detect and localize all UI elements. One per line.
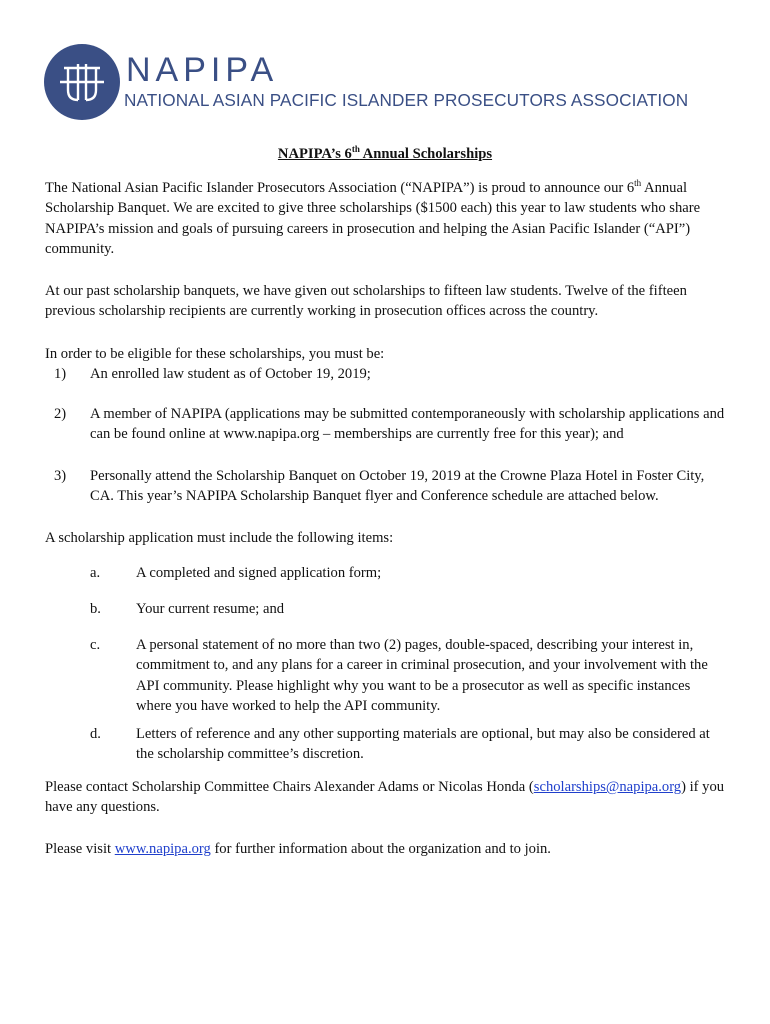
intro-paragraph xyxy=(45,178,731,260)
website-link[interactable]: www.napipa.org xyxy=(114,841,211,857)
item-text: Personally attend the Scholarship Banquet on October 19, 2019 at the Crowne Plaza Hotel in Foster City, CA. This year’s NAPIPA Scholarship Banquet flyer and Conference schedule are attached below. xyxy=(90,468,705,505)
item-text: Letters of reference and any other supporting materials are optional, but may also be considered at the scholarship committee’s discretion. xyxy=(136,726,710,763)
history-paragraph: At our past scholarship banquets, we have given out scholarships to fifteen law students. Twelve of the fifteen previous scholarship recipients are currently working in prosecution offices across the country. xyxy=(45,283,687,320)
org-full-name: NATIONAL ASIAN PACIFIC ISLANDER PROSECUTORS ASSOCIATION xyxy=(124,90,689,110)
intro-part2: Annual Scholarship Banquet. We are excited to give three scholarships ($1500 each) this year to law students who share NAPIPA’s mission and goals of pursuing careers in prosecution and helping the Asian Pacific Islander (“API”) community. xyxy=(45,180,701,258)
item-letter: d. xyxy=(90,726,101,742)
visit-paragraph xyxy=(45,839,731,859)
page-title xyxy=(0,144,770,164)
visit-after: for further information about the organization and to join. xyxy=(210,841,551,857)
email-link[interactable]: scholarships@napipa.org xyxy=(533,779,682,795)
letterhead-logo xyxy=(44,44,689,124)
item-number: 2) xyxy=(54,406,67,422)
item-text: Your current resume; and xyxy=(136,601,285,617)
contact-paragraph xyxy=(45,777,731,818)
item-text: A member of NAPIPA (applications may be submitted contemporaneously with scholarship applications and can be found online at www.napipa.org – memberships are currently free for this year); and xyxy=(90,406,725,443)
item-text: A completed and signed application form; xyxy=(136,565,382,581)
title-prefix: NAPIPA’s 6 xyxy=(277,146,352,162)
title-superscript: th xyxy=(351,144,360,155)
item-text: A personal statement of no more than two (2) pages, double-spaced, describing your interest in, commitment to, and any plans for a career in criminal prosecution, and your involvement with the API community. Please highlight why you want to be a prosecutor as well as specific instances where you have worked to help the API community. xyxy=(136,637,708,715)
eligibility-intro: In order to be eligible for these scholarships, you must be: xyxy=(45,346,385,362)
item-letter: b. xyxy=(90,601,101,617)
requirements-intro: A scholarship application must include the following items: xyxy=(45,530,394,546)
intro-part1: The National Asian Pacific Islander Prosecutors Association (“NAPIPA”) is proud to announce our 6 xyxy=(45,180,635,196)
item-letter: a. xyxy=(90,565,101,581)
item-letter: c. xyxy=(90,637,101,653)
item-number: 3) xyxy=(54,468,67,484)
visit-before: Please visit xyxy=(45,841,115,857)
item-text: An enrolled law student as of October 19, 2019; xyxy=(90,366,371,382)
item-number: 1) xyxy=(54,366,67,382)
title-suffix: Annual Scholarships xyxy=(359,146,493,162)
org-short-name: NAPIPA xyxy=(126,51,279,89)
napipa-pillar-logo-icon xyxy=(44,44,120,120)
contact-after: ) if you have any questions. xyxy=(45,779,725,816)
intro-superscript: th xyxy=(634,178,642,189)
contact-before: Please contact Scholarship Committee Chairs Alexander Adams or Nicolas Honda ( xyxy=(45,779,534,795)
